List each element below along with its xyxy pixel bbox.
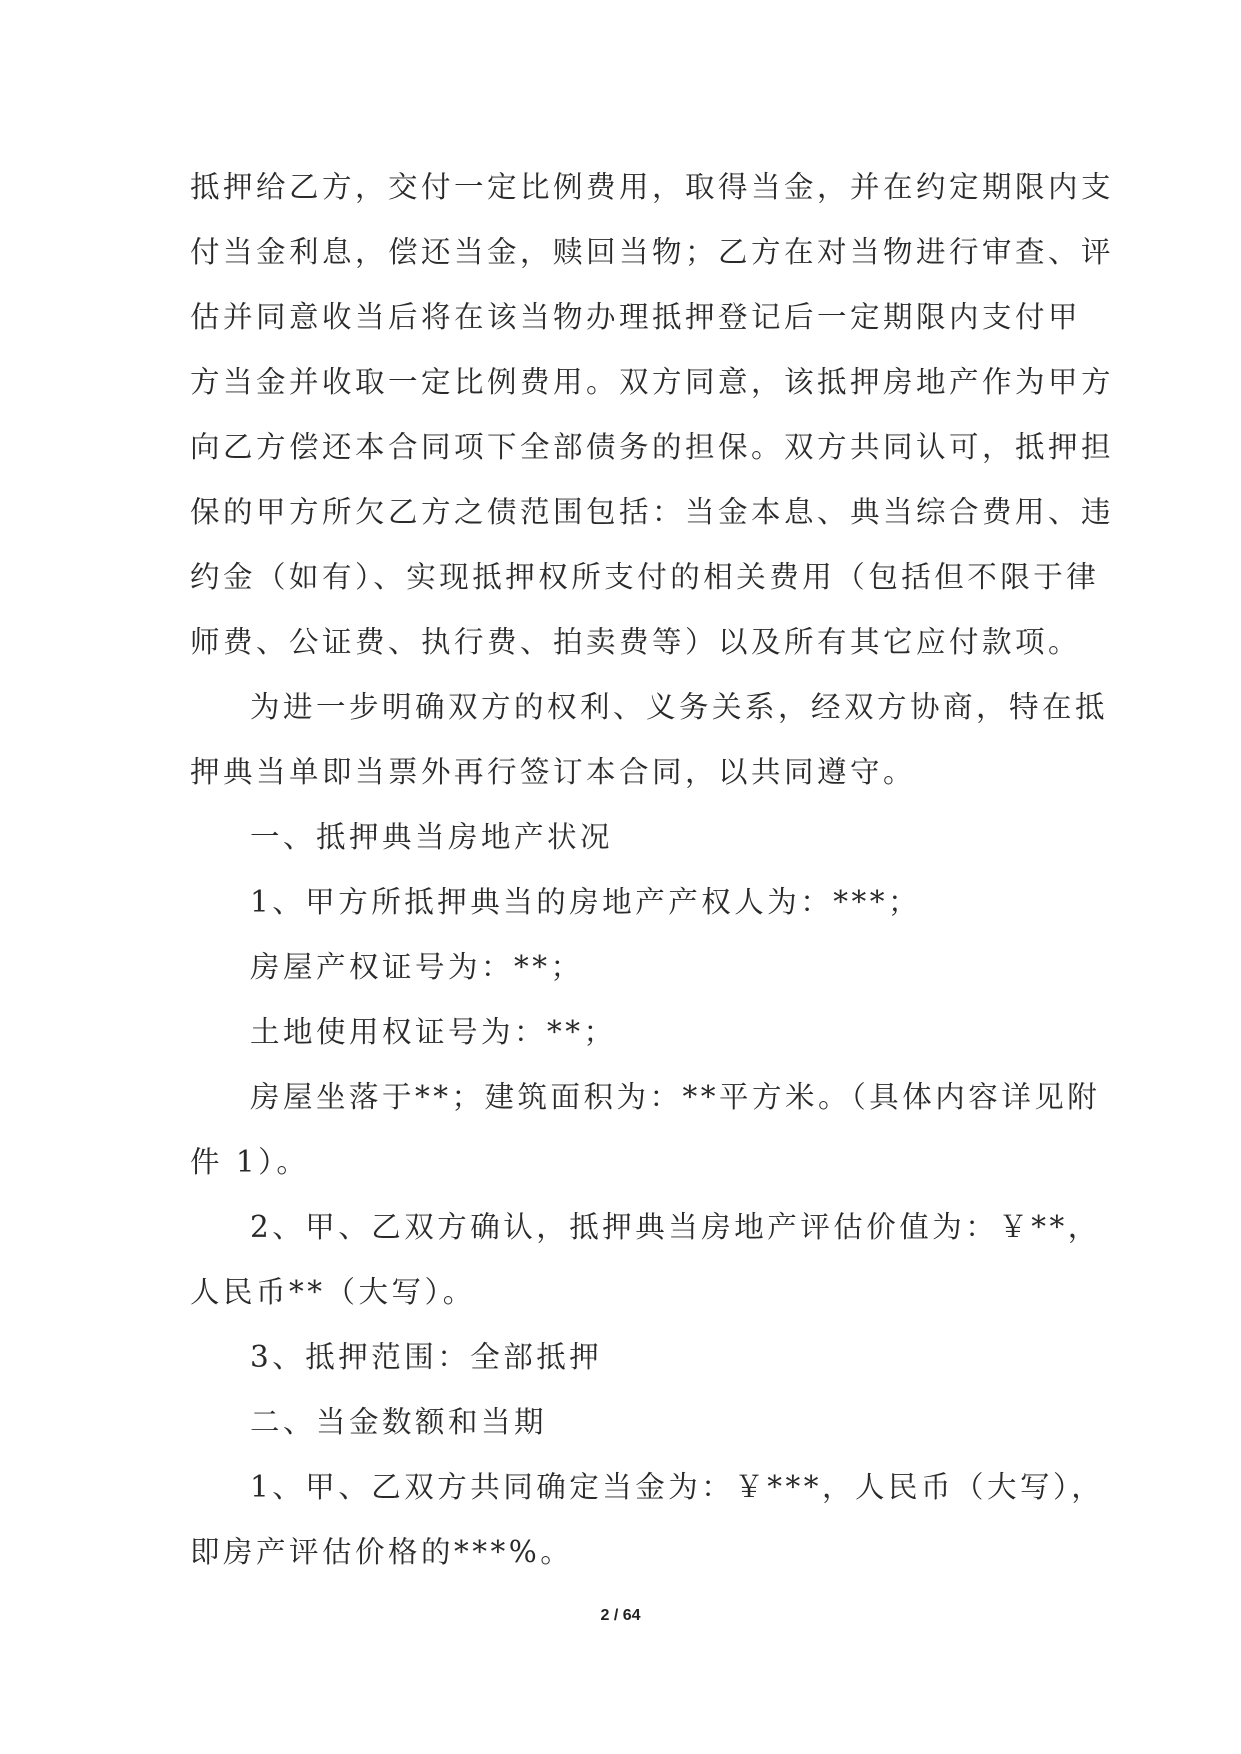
text-line: 押典当单即当票外再行签订本合同，以共同遵守。 <box>190 755 917 789</box>
document-body <box>190 155 1115 1585</box>
text-line: 保的甲方所欠乙方之债范围包括：当金本息、典当综合费用、违 <box>190 495 1115 529</box>
clause-line: 3、抵押范围：全部抵押 <box>250 1340 603 1374</box>
text-line: 人民币**（大写）。 <box>190 1275 476 1309</box>
text-line: 件 1）。 <box>190 1145 310 1179</box>
section-heading: 二、当金数额和当期 <box>250 1405 548 1439</box>
paragraph-start-line: 为进一步明确双方的权利、义务关系，经双方协商，特在抵 <box>250 690 1109 724</box>
text-line: 向乙方偿还本合同项下全部债务的担保。双方共同认可，抵押担 <box>190 430 1115 464</box>
text-line: 付当金利息，偿还当金，赎回当物；乙方在对当物进行审查、评 <box>190 235 1115 269</box>
text-line: 约金（如有）、实现抵押权所支付的相关费用（包括但不限于律 <box>190 560 1100 594</box>
text-line: 估并同意收当后将在该当物办理抵押登记后一定期限内支付甲 <box>190 300 1082 334</box>
text-line: 抵押给乙方，交付一定比例费用，取得当金，并在约定期限内支 <box>190 170 1115 204</box>
clause-line: 房屋坐落于**；建筑面积为：**平方米。（具体内容详见附 <box>250 1080 1101 1114</box>
clause-line: 房屋产权证号为：**； <box>250 950 584 984</box>
clause-line: 土地使用权证号为：**； <box>250 1015 617 1049</box>
clause-line: 2、甲、乙双方确认，抵押典当房地产评估价值为：￥**， <box>250 1210 1101 1244</box>
clause-line: 1、甲方所抵押典当的房地产产权人为：***； <box>250 885 922 919</box>
text-line: 即房产评估价格的***%。 <box>190 1535 574 1569</box>
text-line: 师费、公证费、执行费、拍卖费等）以及所有其它应付款项。 <box>190 625 1082 659</box>
section-heading: 一、抵押典当房地产状况 <box>250 820 614 854</box>
text-line: 方当金并收取一定比例费用。双方同意，该抵押房地产作为甲方 <box>190 365 1115 399</box>
clause-line: 1、甲、乙双方共同确定当金为：￥***，人民币（大写）， <box>250 1470 1105 1504</box>
page-number: 2 / 64 <box>600 1607 641 1624</box>
